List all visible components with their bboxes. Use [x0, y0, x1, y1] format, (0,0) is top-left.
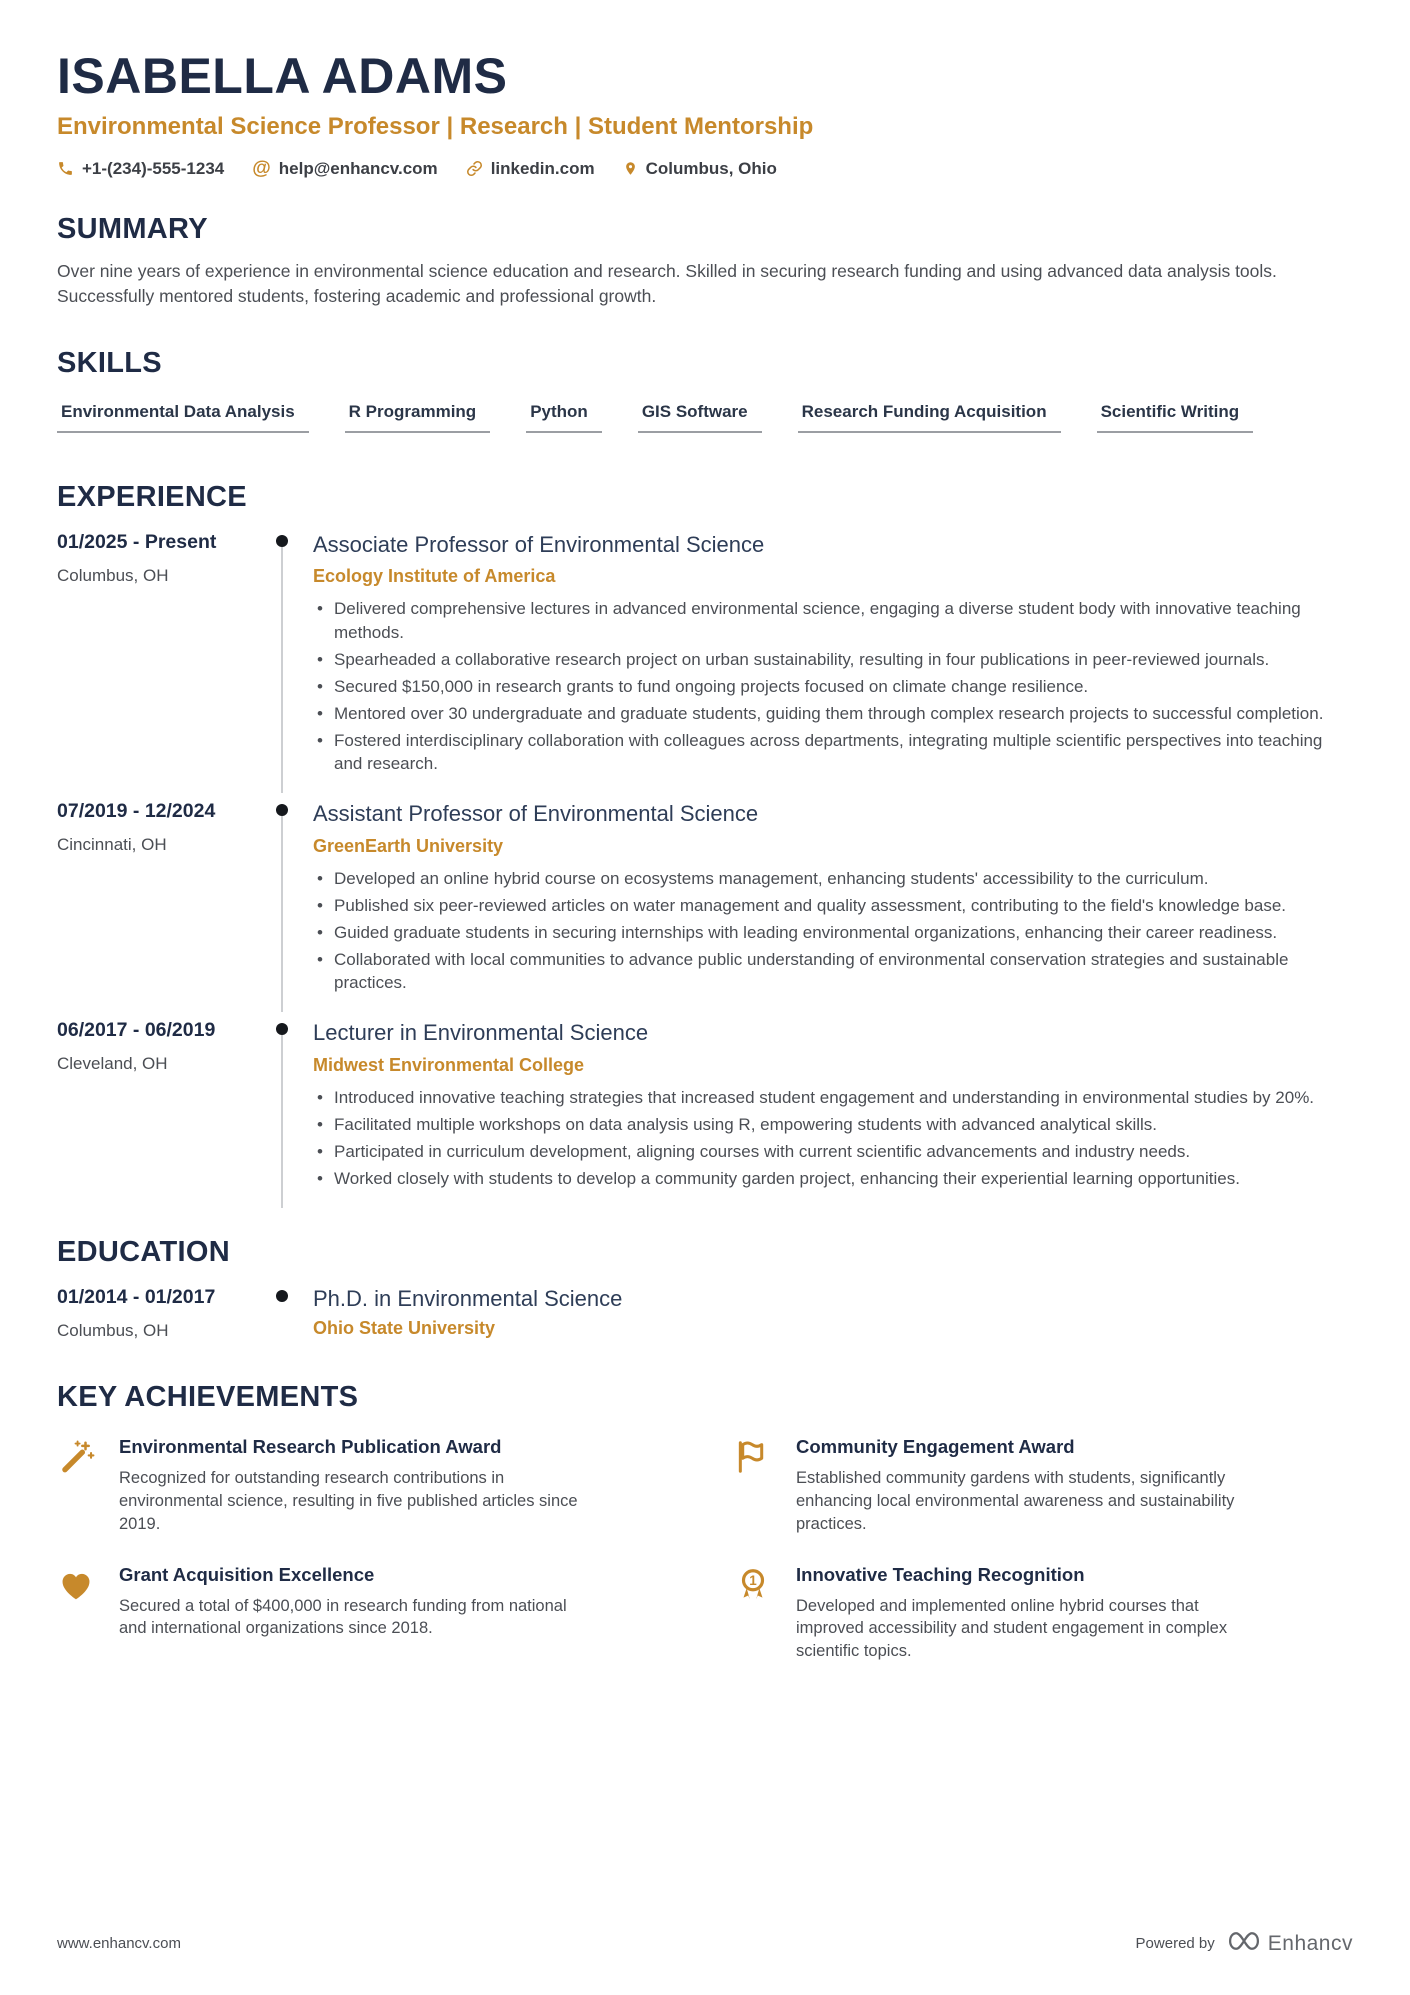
education-heading: EDUCATION	[57, 1236, 230, 1269]
education-entry	[57, 1286, 1353, 1341]
bullet-item: • Facilitated multiple workshops on data analysis using R, empowering students with advanced analytical skills.	[313, 1113, 1353, 1136]
link-icon	[466, 160, 483, 177]
bullet-item: • Published six peer-reviewed articles on water management and quality assessment, contributing to the field's knowledge base.	[313, 894, 1353, 917]
experience-entry	[57, 800, 1353, 998]
achievements-heading: KEY ACHIEVEMENTS	[57, 1381, 359, 1414]
achievement-item	[57, 1564, 676, 1663]
bullet-item: • Delivered comprehensive lectures in advanced environmental science, engaging a diverse student body with innovative teaching methods.	[313, 597, 1353, 643]
powered-by-text: Powered by	[1135, 1935, 1215, 1952]
bullet-item: • Mentored over 30 undergraduate and graduate students, guiding them through complex research projects to successful completion.	[313, 702, 1353, 725]
achievements-grid	[57, 1436, 1353, 1663]
bullet-item: • Worked closely with students to develop a community garden project, enhancing their experiential learning opportunities.	[313, 1167, 1353, 1190]
bullet-list	[313, 597, 1353, 775]
timeline-dot-icon	[276, 535, 288, 547]
achievement-body	[796, 1564, 1266, 1663]
svg-text:1: 1	[749, 1572, 757, 1588]
bullet-item: • Participated in curriculum development, aligning courses with current scientific advancements and industry needs.	[313, 1140, 1353, 1163]
achievement-item	[734, 1564, 1353, 1663]
bullet-list	[313, 1086, 1353, 1190]
achievement-description: Developed and implemented online hybrid courses that improved accessibility and student engagement in complex scientific topics.	[796, 1596, 1228, 1661]
timeline-line	[281, 816, 283, 1012]
skills-heading: SKILLS	[57, 346, 162, 379]
entry-content	[313, 800, 1353, 998]
enhancv-logo-icon	[1227, 1930, 1261, 1957]
achievement-body	[119, 1436, 589, 1535]
bullet-item: • Guided graduate students in securing internships with leading environmental organizations, enhancing their career readiness.	[313, 921, 1353, 944]
person-name: ISABELLA ADAMS	[57, 48, 508, 104]
summary-text: Over nine years of experience in environmental science education and research. Skilled in securing research funding and using advanced data analysis tools. Successfully mentored students, fostering academic and professional growth.	[57, 260, 1277, 306]
bullet-item: • Spearheaded a collaborative research project on urban sustainability, resulting in four publications in peer-reviewed journals.	[313, 648, 1353, 671]
location-text: Columbus, Ohio	[645, 158, 777, 178]
email-text: help@enhancv.com	[278, 158, 438, 178]
achievement-title: Grant Acquisition Excellence	[119, 1563, 375, 1585]
timeline-dot-icon	[276, 804, 288, 816]
experience-heading: EXPERIENCE	[57, 480, 247, 513]
contact-email[interactable]	[252, 159, 437, 179]
experience-section	[57, 481, 1353, 1195]
education-section	[57, 1236, 1353, 1341]
powered-by	[1136, 1930, 1353, 1957]
medal-icon	[734, 1564, 774, 1609]
location-pin-icon	[623, 160, 638, 177]
skill-item: Scientific Writing	[1097, 402, 1254, 433]
contact-phone	[57, 159, 224, 179]
magic-wand-icon	[57, 1436, 97, 1481]
entry-meta	[57, 1019, 275, 1194]
page-footer	[57, 1930, 1353, 1957]
at-icon: @	[252, 158, 271, 179]
entry-dates: 06/2017 - 06/2019	[57, 1019, 216, 1042]
achievement-description: Secured a total of $400,000 in research funding from national and international organizations since 2018.	[119, 1596, 567, 1638]
experience-entry	[57, 531, 1353, 779]
entry-content	[313, 1286, 1353, 1341]
entry-location: Cincinnati, OH	[57, 835, 167, 855]
skill-item: Research Funding Acquisition	[798, 402, 1061, 433]
achievement-item	[734, 1436, 1353, 1535]
timeline-dot-icon	[276, 1023, 288, 1035]
entry-meta	[57, 800, 275, 998]
skill-list	[57, 402, 1353, 433]
bullet-item: • Collaborated with local communities to advance public understanding of environmental conservation strategies and sustainable practices.	[313, 948, 1353, 994]
summary-section	[57, 213, 1353, 309]
timeline	[275, 531, 289, 779]
entry-location: Columbus, OH	[57, 565, 169, 585]
contact-row	[57, 159, 1353, 179]
enhancv-wordmark: Enhancv	[1267, 1931, 1353, 1955]
skill-item: Python	[526, 402, 602, 433]
skill-item: Environmental Data Analysis	[57, 402, 309, 433]
bullet-item: • Developed an online hybrid course on ecosystems management, enhancing students' accessibility to the curriculum.	[313, 867, 1353, 890]
achievement-title: Innovative Teaching Recognition	[796, 1563, 1085, 1585]
timeline-line	[281, 1035, 283, 1208]
company-name: GreenEarth University	[313, 835, 504, 856]
achievement-description: Recognized for outstanding research contributions in environmental science, resulting in five published articles since 2019.	[119, 1469, 578, 1533]
experience-entry	[57, 1019, 1353, 1194]
achievement-body	[796, 1436, 1266, 1535]
entry-dates: 01/2014 - 01/2017	[57, 1286, 216, 1309]
phone-number: +1-(234)-555-1234	[82, 158, 225, 178]
timeline	[275, 1019, 289, 1194]
contact-location	[623, 159, 777, 179]
entry-location: Columbus, OH	[57, 1321, 169, 1341]
phone-icon	[57, 160, 74, 177]
bullet-item: • Secured $150,000 in research grants to fund ongoing projects focused on climate change resilience.	[313, 675, 1353, 698]
timeline-dot-icon	[276, 1290, 288, 1302]
bullet-item: • Introduced innovative teaching strategies that increased student engagement and understanding in environmental studies by 20%.	[313, 1086, 1353, 1109]
achievement-description: Established community gardens with students, significantly enhancing local environmental awareness and sustainability practices.	[796, 1469, 1235, 1533]
skill-item: GIS Software	[638, 402, 762, 433]
degree-title: Ph.D. in Environmental Science	[313, 1286, 623, 1312]
flag-icon	[734, 1436, 774, 1481]
entry-meta	[57, 1286, 275, 1341]
timeline	[275, 1286, 289, 1341]
heart-icon	[57, 1564, 97, 1609]
achievement-body	[119, 1564, 589, 1641]
bullet-item: • Fostered interdisciplinary collaboration with colleagues across departments, integrating multiple scientific perspectives into teaching and research.	[313, 729, 1353, 775]
job-title: Lecturer in Environmental Science	[313, 1020, 649, 1046]
company-name: Ecology Institute of America	[313, 566, 556, 587]
achievement-item	[57, 1436, 676, 1535]
website-text: linkedin.com	[490, 158, 595, 178]
enhancv-brand	[1227, 1930, 1353, 1957]
timeline-line	[281, 547, 283, 793]
entry-dates: 01/2025 - Present	[57, 530, 217, 553]
entry-content	[313, 531, 1353, 779]
contact-website[interactable]	[466, 159, 595, 179]
summary-heading: SUMMARY	[57, 212, 208, 245]
timeline	[275, 800, 289, 998]
company-name: Midwest Environmental College	[313, 1054, 585, 1075]
entry-meta	[57, 531, 275, 779]
entry-content	[313, 1019, 1353, 1194]
job-title: Associate Professor of Environmental Science	[313, 531, 765, 557]
achievements-section	[57, 1381, 1353, 1663]
entry-location: Cleveland, OH	[57, 1054, 168, 1074]
resume-header	[57, 50, 1353, 179]
achievement-title: Environmental Research Publication Award	[119, 1436, 502, 1458]
bullet-list	[313, 867, 1353, 995]
footer-website-link[interactable]: www.enhancv.com	[57, 1935, 181, 1952]
skills-section	[57, 347, 1353, 433]
job-title: Assistant Professor of Environmental Science	[313, 801, 759, 827]
school-name: Ohio State University	[313, 1318, 496, 1339]
skill-item: R Programming	[345, 402, 491, 433]
person-headline: Environmental Science Professor | Research | Student Mentorship	[57, 112, 814, 140]
entry-dates: 07/2019 - 12/2024	[57, 800, 216, 823]
achievement-title: Community Engagement Award	[796, 1436, 1075, 1458]
